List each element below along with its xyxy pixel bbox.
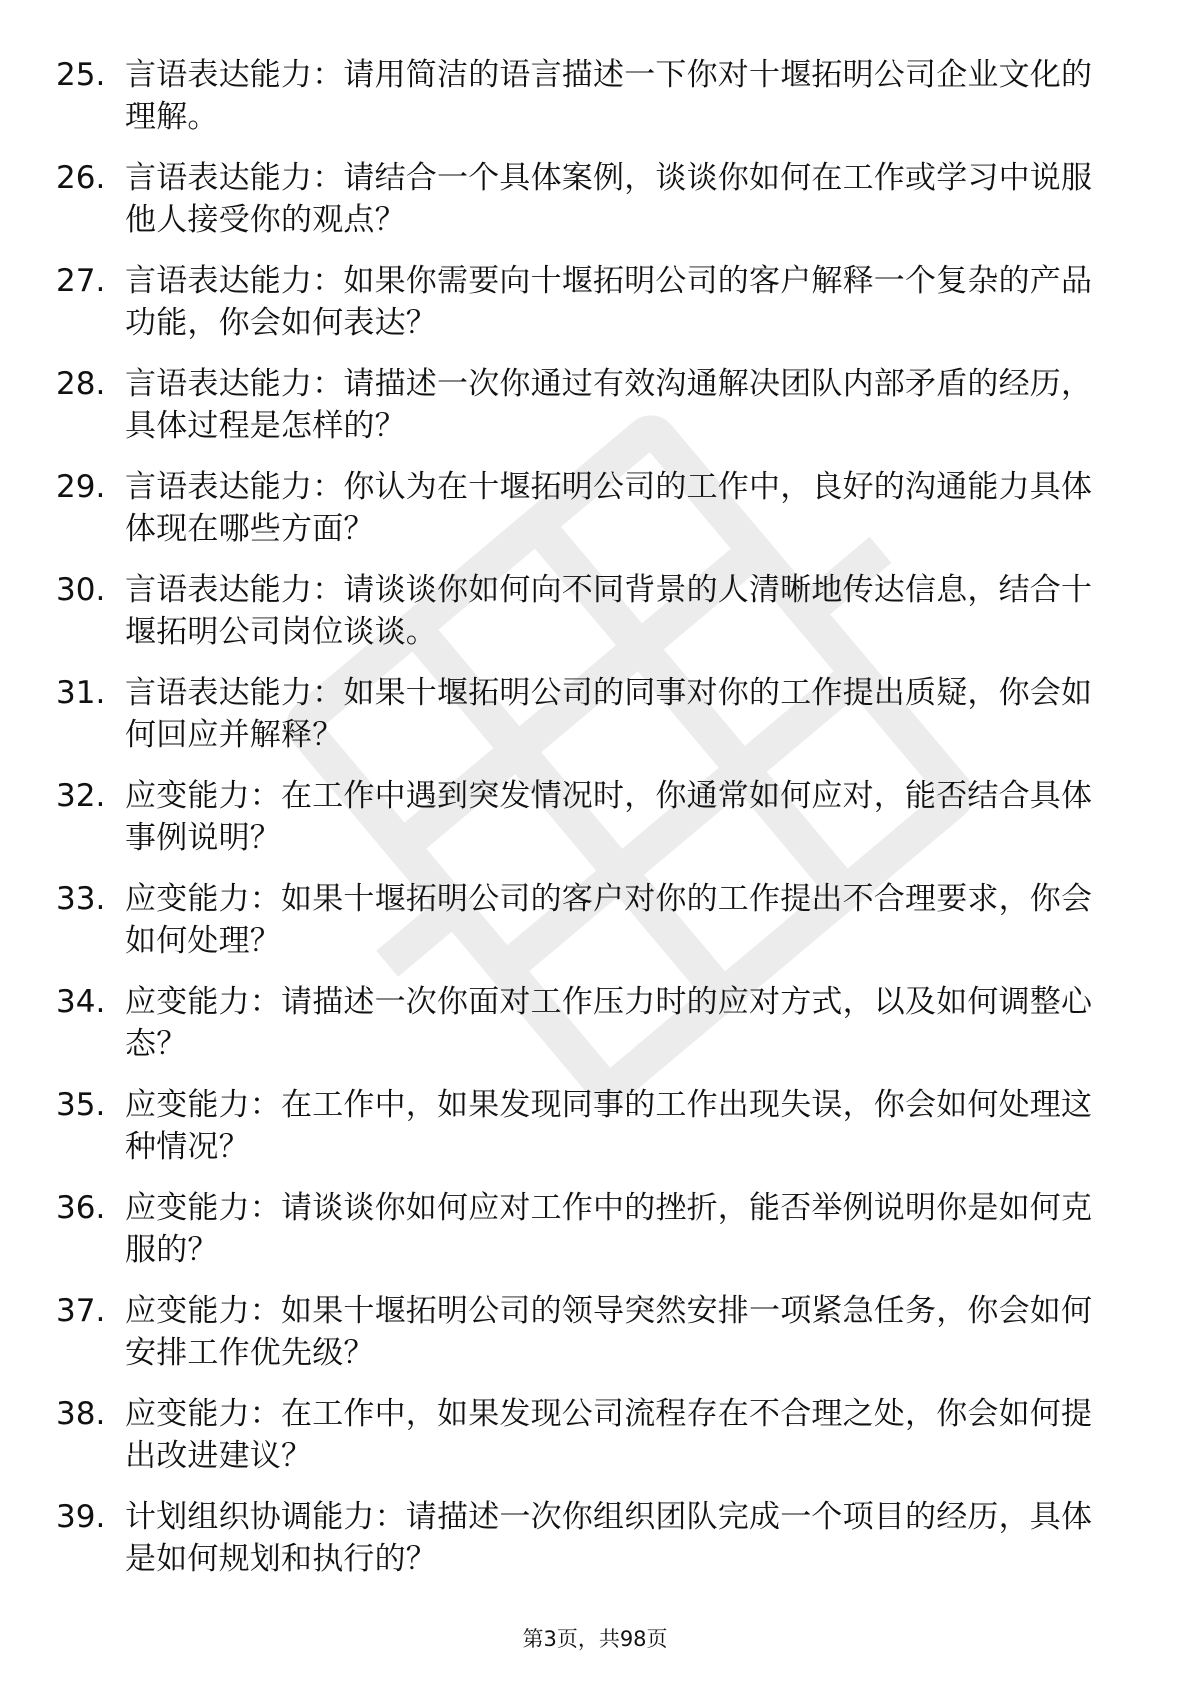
question-number: 34. <box>56 984 106 1020</box>
page-footer: 第3页，共98页 <box>522 1627 668 1651</box>
question-text: 言语表达能力：请结合一个具体案例，谈谈你如何在工作或学习中说服他人接受你的观点？ <box>125 160 1093 238</box>
question-text: 计划组织协调能力：请描述一次你组织团队完成一个项目的经历，具体是如何规划和执行的？ <box>125 1499 1093 1577</box>
question-item <box>0 1387 1190 1490</box>
question-text: 应变能力：如果十堰拓明公司的客户对你的工作提出不合理要求，你会如何处理？ <box>125 881 1093 959</box>
question-number: 39. <box>56 1499 106 1535</box>
question-number: 26. <box>56 160 106 196</box>
question-item <box>0 151 1190 254</box>
question-number: 29. <box>56 469 106 505</box>
question-text: 应变能力：如果十堰拓明公司的领导突然安排一项紧急任务，你会如何安排工作优先级？ <box>125 1293 1093 1371</box>
question-number: 38. <box>56 1396 106 1432</box>
question-item <box>0 872 1190 975</box>
question-number: 36. <box>56 1190 106 1226</box>
question-number: 33. <box>56 881 106 917</box>
question-number: 28. <box>56 366 106 402</box>
question-item <box>0 254 1190 357</box>
question-number: 31. <box>56 675 106 711</box>
question-item <box>0 48 1190 151</box>
question-number: 37. <box>56 1293 106 1329</box>
question-text: 应变能力：在工作中遇到突发情况时，你通常如何应对，能否结合具体事例说明？ <box>125 778 1093 856</box>
question-number: 25. <box>56 57 106 93</box>
question-item <box>0 357 1190 460</box>
question-number: 32. <box>56 778 106 814</box>
question-text: 应变能力：请谈谈你如何应对工作中的挫折，能否举例说明你是如何克服的？ <box>125 1190 1093 1268</box>
question-text: 言语表达能力：如果十堰拓明公司的同事对你的工作提出质疑，你会如何回应并解释？ <box>125 675 1093 753</box>
question-item <box>0 1078 1190 1181</box>
question-text: 言语表达能力：请描述一次你通过有效沟通解决团队内部矛盾的经历，具体过程是怎样的？ <box>125 366 1093 444</box>
question-item <box>0 1181 1190 1284</box>
question-text: 应变能力：请描述一次你面对工作压力时的应对方式，以及如何调整心态？ <box>125 984 1093 1062</box>
question-item <box>0 1284 1190 1387</box>
question-item <box>0 975 1190 1078</box>
question-text: 应变能力：在工作中，如果发现公司流程存在不合理之处，你会如何提出改进建议？ <box>125 1396 1093 1474</box>
question-text: 言语表达能力：请用简洁的语言描述一下你对十堰拓明公司企业文化的理解。 <box>125 57 1093 135</box>
question-item <box>0 563 1190 666</box>
question-number: 30. <box>56 572 106 608</box>
question-item <box>0 666 1190 769</box>
question-text: 应变能力：在工作中，如果发现同事的工作出现失误，你会如何处理这种情况？ <box>125 1087 1093 1165</box>
question-item <box>0 460 1190 563</box>
question-text: 言语表达能力：请谈谈你如何向不同背景的人清晰地传达信息，结合十堰拓明公司岗位谈谈。 <box>125 572 1093 650</box>
question-number: 27. <box>56 263 106 299</box>
question-text: 言语表达能力：如果你需要向十堰拓明公司的客户解释一个复杂的产品功能，你会如何表达？ <box>125 263 1093 341</box>
question-list <box>0 48 1190 1593</box>
question-item <box>0 769 1190 872</box>
question-number: 35. <box>56 1087 106 1123</box>
question-item <box>0 1490 1190 1593</box>
question-text: 言语表达能力：你认为在十堰拓明公司的工作中，良好的沟通能力具体体现在哪些方面？ <box>125 469 1093 547</box>
